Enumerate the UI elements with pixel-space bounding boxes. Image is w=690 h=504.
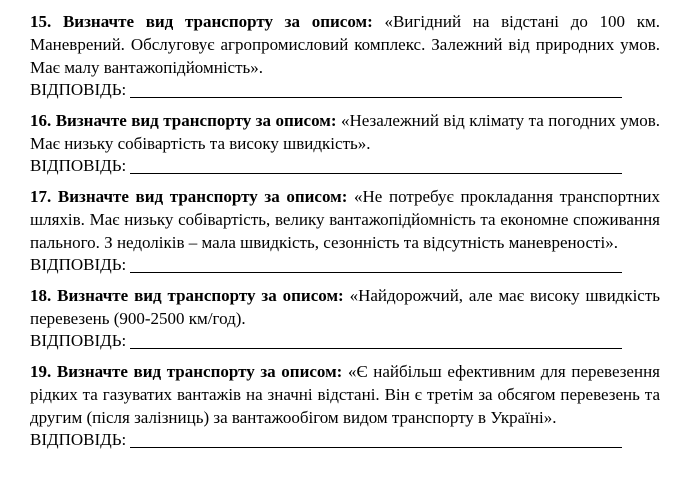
question-17 (30, 185, 660, 275)
question-19 (30, 360, 660, 450)
answer-blank-line[interactable] (130, 82, 622, 98)
answer-blank-line[interactable] (130, 257, 622, 273)
question-text (30, 284, 660, 330)
answer-blank-line[interactable] (130, 333, 622, 349)
question-prompt: Визначте вид транспорту за описом: (56, 362, 343, 381)
question-number: 18. (30, 286, 52, 305)
answer-blank-line[interactable] (130, 158, 622, 174)
question-description: «Найдорожчий, але має високу швидкість перевезень (900-2500 км/год). (30, 286, 661, 328)
answer-blank-line[interactable] (130, 432, 622, 448)
question-text (30, 185, 660, 254)
question-prompt: Визначте вид транспорту за описом: (57, 286, 344, 305)
question-description: «Вигідний на відстані до 100 км. Маневрений. Обслуговує агропромисловий комплекс. Залежний від природних умов. Має малу вантажопідйомність». (30, 12, 661, 77)
answer-label: ВІДПОВІДЬ: (30, 80, 127, 99)
answer-row (30, 79, 660, 100)
question-number: 19. (30, 362, 52, 381)
answer-row (30, 330, 660, 351)
question-text (30, 109, 660, 155)
question-18 (30, 284, 660, 351)
question-15 (30, 10, 660, 100)
answer-row (30, 155, 660, 176)
question-prompt: Визначте вид транспорту за описом: (55, 111, 337, 130)
question-prompt: Визначте вид транспорту за описом: (57, 187, 348, 206)
question-number: 17. (30, 187, 52, 206)
question-description: «Є найбільш ефективним для перевезення рідких та газуватих вантажів на значні відстані. Він є третім за обсягом перевезень та другим (після залізниць) за вантажообігом видом транспорту в Україні». (30, 362, 660, 427)
question-spacer (30, 275, 660, 284)
question-spacer (30, 100, 660, 109)
answer-row (30, 429, 660, 450)
question-prompt: Визначте вид транспорту за описом: (62, 12, 373, 31)
answer-label: ВІДПОВІДЬ: (30, 156, 127, 175)
question-spacer (30, 351, 660, 360)
answer-label: ВІДПОВІДЬ: (30, 430, 127, 449)
answer-label: ВІДПОВІДЬ: (30, 331, 127, 350)
question-16 (30, 109, 660, 176)
answer-row (30, 254, 660, 275)
question-spacer (30, 176, 660, 185)
question-text (30, 360, 660, 429)
question-text (30, 10, 660, 79)
answer-label: ВІДПОВІДЬ: (30, 255, 127, 274)
question-number: 15. (30, 12, 52, 31)
question-description: «Незалежний від клімату та погодних умов. Має низьку собівартість та високу швидкість». (30, 111, 661, 153)
question-number: 16. (30, 111, 52, 130)
question-description: «Не потребує прокладання транспортних шляхів. Має низьку собівартість, велику вантажопідйомність та економне споживання пального. З недоліків – мала швидкість, сезонність та відсутність маневреності». (30, 187, 660, 252)
